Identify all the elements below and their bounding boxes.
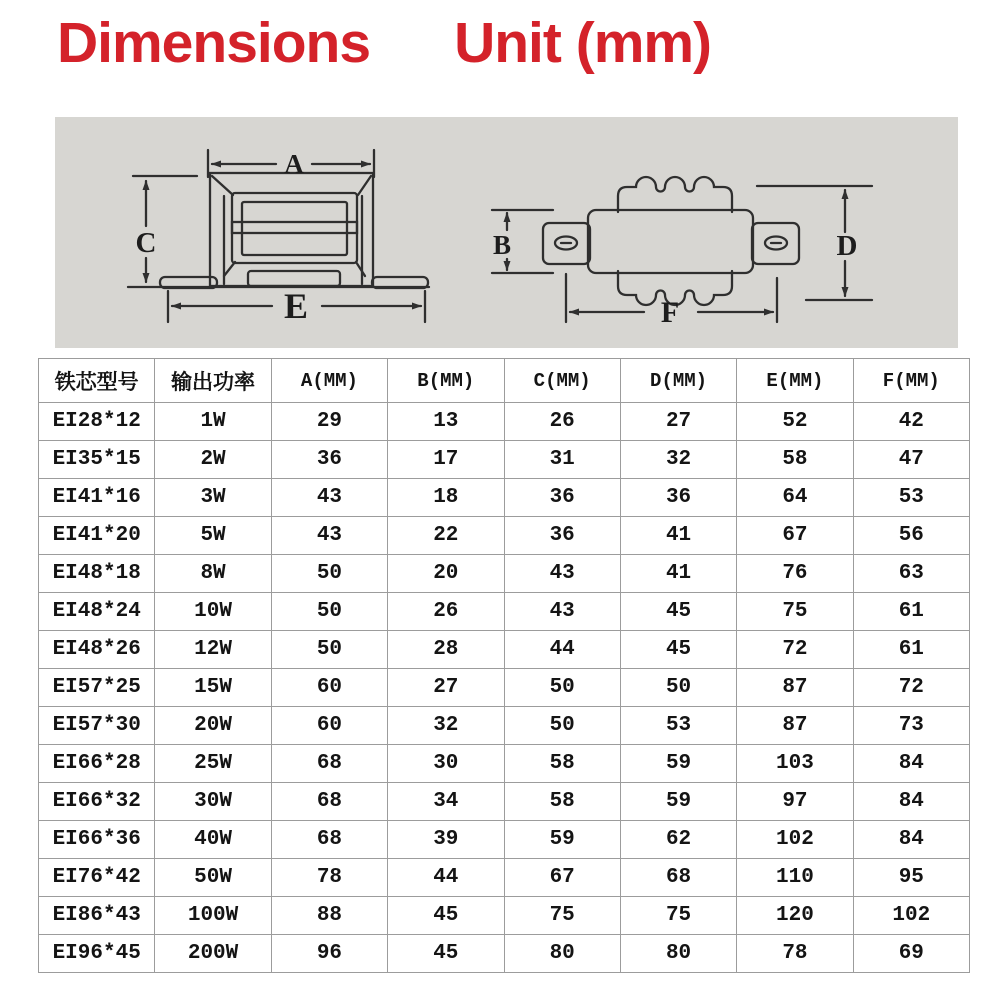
model-cell: EI48*26 bbox=[39, 631, 155, 669]
dimension-c bbox=[133, 176, 197, 282]
model-cell: EI96*45 bbox=[39, 935, 155, 973]
dimension-cell: 69 bbox=[853, 935, 969, 973]
power-cell: 1W bbox=[155, 403, 271, 441]
power-cell: 12W bbox=[155, 631, 271, 669]
dimension-cell: 32 bbox=[620, 441, 736, 479]
dimension-e bbox=[168, 286, 425, 326]
model-cell: EI57*30 bbox=[39, 707, 155, 745]
table-row bbox=[39, 783, 970, 821]
power-cell: 3W bbox=[155, 479, 271, 517]
transformer-diagram bbox=[55, 117, 958, 348]
dimension-cell: 61 bbox=[853, 593, 969, 631]
dimension-cell: 44 bbox=[504, 631, 620, 669]
dimension-cell: 17 bbox=[388, 441, 504, 479]
dimension-cell: 62 bbox=[620, 821, 736, 859]
dimension-cell: 47 bbox=[853, 441, 969, 479]
dimension-cell: 36 bbox=[271, 441, 387, 479]
table-row bbox=[39, 441, 970, 479]
power-cell: 200W bbox=[155, 935, 271, 973]
dimension-f bbox=[566, 274, 777, 329]
dim-label-e: E bbox=[283, 286, 309, 326]
dimension-cell: 36 bbox=[620, 479, 736, 517]
power-cell: 30W bbox=[155, 783, 271, 821]
dimension-cell: 34 bbox=[388, 783, 504, 821]
dimension-cell: 59 bbox=[620, 783, 736, 821]
dimension-cell: 56 bbox=[853, 517, 969, 555]
dimension-cell: 18 bbox=[388, 479, 504, 517]
dimension-cell: 72 bbox=[853, 669, 969, 707]
model-cell: EI66*36 bbox=[39, 821, 155, 859]
column-header: A(MM) bbox=[271, 359, 387, 403]
model-cell: EI41*20 bbox=[39, 517, 155, 555]
dim-label-f: F bbox=[660, 296, 680, 329]
dimension-cell: 68 bbox=[271, 783, 387, 821]
dimension-cell: 73 bbox=[853, 707, 969, 745]
dimension-cell: 88 bbox=[271, 897, 387, 935]
dimension-cell: 61 bbox=[853, 631, 969, 669]
model-cell: EI35*15 bbox=[39, 441, 155, 479]
table-row bbox=[39, 935, 970, 973]
dimension-cell: 26 bbox=[388, 593, 504, 631]
column-header: 输出功率 bbox=[155, 359, 271, 403]
dimension-cell: 50 bbox=[271, 593, 387, 631]
dimension-cell: 95 bbox=[853, 859, 969, 897]
dimension-cell: 64 bbox=[737, 479, 853, 517]
dimension-cell: 30 bbox=[388, 745, 504, 783]
model-cell: EI48*18 bbox=[39, 555, 155, 593]
dim-label-a: A bbox=[284, 149, 304, 179]
page-title bbox=[57, 10, 711, 76]
table-row bbox=[39, 631, 970, 669]
dim-label-b: B bbox=[492, 230, 512, 260]
column-header: B(MM) bbox=[388, 359, 504, 403]
dimension-cell: 87 bbox=[737, 669, 853, 707]
dimension-cell: 39 bbox=[388, 821, 504, 859]
spec-table-header bbox=[39, 359, 970, 403]
table-row bbox=[39, 745, 970, 783]
dimension-cell: 27 bbox=[388, 669, 504, 707]
model-cell: EI76*42 bbox=[39, 859, 155, 897]
dimension-cell: 75 bbox=[620, 897, 736, 935]
model-cell: EI41*16 bbox=[39, 479, 155, 517]
model-cell: EI86*43 bbox=[39, 897, 155, 935]
model-cell: EI66*32 bbox=[39, 783, 155, 821]
dimension-cell: 76 bbox=[737, 555, 853, 593]
dimension-cell: 50 bbox=[620, 669, 736, 707]
dimension-cell: 78 bbox=[271, 859, 387, 897]
dimension-cell: 26 bbox=[504, 403, 620, 441]
dimension-cell: 52 bbox=[737, 403, 853, 441]
dimension-cell: 41 bbox=[620, 517, 736, 555]
dimension-cell: 45 bbox=[388, 897, 504, 935]
dimension-cell: 50 bbox=[271, 555, 387, 593]
dimension-cell: 68 bbox=[620, 859, 736, 897]
dimension-cell: 102 bbox=[853, 897, 969, 935]
table-row bbox=[39, 517, 970, 555]
dimension-cell: 59 bbox=[620, 745, 736, 783]
dimension-cell: 68 bbox=[271, 821, 387, 859]
dimension-cell: 84 bbox=[853, 783, 969, 821]
bobbin-window bbox=[242, 202, 347, 255]
power-cell: 20W bbox=[155, 707, 271, 745]
dimension-cell: 58 bbox=[504, 745, 620, 783]
dimension-cell: 87 bbox=[737, 707, 853, 745]
dimension-cell: 63 bbox=[853, 555, 969, 593]
power-cell: 5W bbox=[155, 517, 271, 555]
column-header: C(MM) bbox=[504, 359, 620, 403]
dim-label-c: C bbox=[135, 227, 157, 259]
spec-table bbox=[38, 358, 970, 973]
column-header: 铁芯型号 bbox=[39, 359, 155, 403]
power-cell: 40W bbox=[155, 821, 271, 859]
dimension-cell: 36 bbox=[504, 517, 620, 555]
table-row bbox=[39, 593, 970, 631]
power-cell: 15W bbox=[155, 669, 271, 707]
dimension-cell: 20 bbox=[388, 555, 504, 593]
dimension-cell: 53 bbox=[853, 479, 969, 517]
dimension-cell: 84 bbox=[853, 745, 969, 783]
model-cell: EI57*25 bbox=[39, 669, 155, 707]
power-cell: 2W bbox=[155, 441, 271, 479]
dimension-cell: 13 bbox=[388, 403, 504, 441]
power-cell: 8W bbox=[155, 555, 271, 593]
dimension-cell: 58 bbox=[737, 441, 853, 479]
table-row bbox=[39, 403, 970, 441]
coil-top bbox=[618, 177, 732, 212]
dimension-cell: 42 bbox=[853, 403, 969, 441]
dimension-cell: 75 bbox=[504, 897, 620, 935]
power-cell: 50W bbox=[155, 859, 271, 897]
power-cell: 25W bbox=[155, 745, 271, 783]
dimension-cell: 84 bbox=[853, 821, 969, 859]
dimension-cell: 67 bbox=[737, 517, 853, 555]
dimension-cell: 45 bbox=[620, 631, 736, 669]
dimension-cell: 110 bbox=[737, 859, 853, 897]
dimension-cell: 72 bbox=[737, 631, 853, 669]
dimension-cell: 68 bbox=[271, 745, 387, 783]
table-row bbox=[39, 555, 970, 593]
dimension-cell: 78 bbox=[737, 935, 853, 973]
winding-band bbox=[232, 222, 357, 233]
model-cell: EI66*28 bbox=[39, 745, 155, 783]
dimension-cell: 60 bbox=[271, 707, 387, 745]
table-row bbox=[39, 897, 970, 935]
dimension-cell: 32 bbox=[388, 707, 504, 745]
dimension-cell: 45 bbox=[620, 593, 736, 631]
dimension-cell: 43 bbox=[271, 517, 387, 555]
dimension-a bbox=[208, 149, 374, 179]
dimension-cell: 97 bbox=[737, 783, 853, 821]
dimension-cell: 29 bbox=[271, 403, 387, 441]
bobbin-outer bbox=[232, 193, 357, 263]
dimension-diagram-panel bbox=[55, 117, 958, 348]
dimension-cell: 80 bbox=[504, 935, 620, 973]
transformer-body bbox=[588, 210, 753, 273]
table-row bbox=[39, 707, 970, 745]
power-cell: 10W bbox=[155, 593, 271, 631]
column-header: E(MM) bbox=[737, 359, 853, 403]
dimension-cell: 102 bbox=[737, 821, 853, 859]
dimension-cell: 43 bbox=[504, 593, 620, 631]
table-row bbox=[39, 859, 970, 897]
dimension-cell: 60 bbox=[271, 669, 387, 707]
dimension-cell: 59 bbox=[504, 821, 620, 859]
dimension-cell: 80 bbox=[620, 935, 736, 973]
dimension-cell: 43 bbox=[271, 479, 387, 517]
dimension-cell: 43 bbox=[504, 555, 620, 593]
table-row bbox=[39, 821, 970, 859]
title-unit: Unit (mm) bbox=[454, 11, 712, 75]
dimension-cell: 31 bbox=[504, 441, 620, 479]
top-view-diagram bbox=[492, 177, 872, 329]
spec-table-body bbox=[39, 403, 970, 973]
dimension-cell: 44 bbox=[388, 859, 504, 897]
dimension-cell: 58 bbox=[504, 783, 620, 821]
dimension-cell: 103 bbox=[737, 745, 853, 783]
model-cell: EI28*12 bbox=[39, 403, 155, 441]
core-outer-frame bbox=[210, 173, 373, 286]
dimension-cell: 36 bbox=[504, 479, 620, 517]
dimension-cell: 96 bbox=[271, 935, 387, 973]
dimension-cell: 50 bbox=[504, 669, 620, 707]
bottom-tab bbox=[248, 271, 340, 286]
dimension-cell: 50 bbox=[271, 631, 387, 669]
model-cell: EI48*24 bbox=[39, 593, 155, 631]
dimension-cell: 27 bbox=[620, 403, 736, 441]
dimension-cell: 41 bbox=[620, 555, 736, 593]
dimension-cell: 67 bbox=[504, 859, 620, 897]
table-row bbox=[39, 669, 970, 707]
dimension-cell: 22 bbox=[388, 517, 504, 555]
dim-label-d: D bbox=[836, 230, 858, 262]
title-dimensions: Dimensions bbox=[57, 11, 371, 75]
table-row bbox=[39, 479, 970, 517]
power-cell: 100W bbox=[155, 897, 271, 935]
dimension-cell: 45 bbox=[388, 935, 504, 973]
front-view-diagram bbox=[128, 149, 429, 326]
dimension-cell: 75 bbox=[737, 593, 853, 631]
column-header: D(MM) bbox=[620, 359, 736, 403]
dimension-cell: 28 bbox=[388, 631, 504, 669]
dimension-cell: 50 bbox=[504, 707, 620, 745]
dimension-cell: 120 bbox=[737, 897, 853, 935]
column-header: F(MM) bbox=[853, 359, 969, 403]
dimension-cell: 53 bbox=[620, 707, 736, 745]
